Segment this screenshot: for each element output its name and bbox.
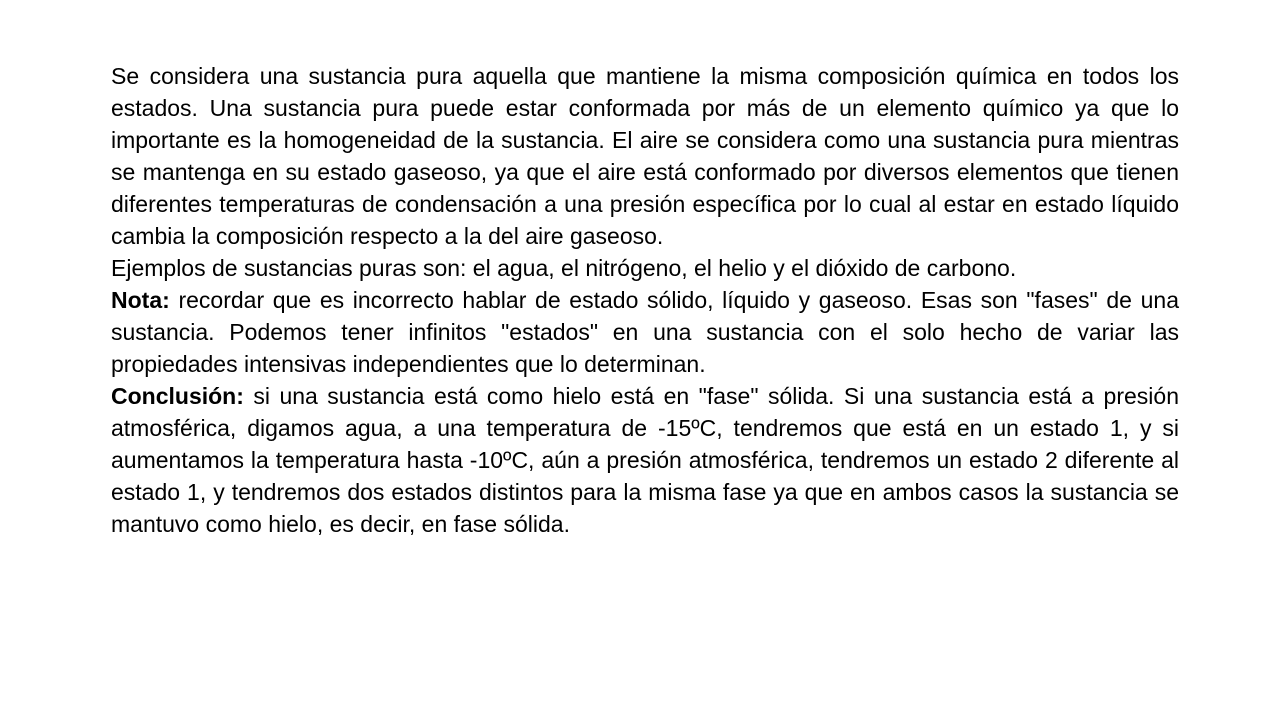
conclusion-paragraph (111, 380, 1179, 540)
note-paragraph (111, 284, 1179, 380)
slide-body (111, 60, 1179, 540)
note-label: Nota: (111, 287, 170, 313)
note-text: recordar que es incorrecto hablar de estado sólido, líquido y gaseoso. Esas son "fases" de una sustancia. Podemos tener infinitos "estados" en una sustancia con el solo hecho de variar las propiedades intensivas independientes que lo determinan. (111, 287, 1179, 377)
conclusion-label: Conclusión: (111, 383, 244, 409)
definition-paragraph: Se considera una sustancia pura aquella que mantiene la misma composición química en todos los estados. Una sustancia pura puede estar conformada por más de un elemento químico ya que lo importante es la homogeneidad de la sustancia. El aire se considera como una sustancia pura mientras se mantenga en su estado gaseoso, ya que el aire está conformado por diversos elementos que tienen diferentes temperaturas de condensación a una presión específica por lo cual al estar en estado líquido cambia la composición respecto a la del aire gaseoso. (111, 63, 1179, 249)
conclusion-text: si una sustancia está como hielo está en "fase" sólida. Si una sustancia está a presión atmosférica, digamos agua, a una temperatura de -15ºC, tendremos que está en un estado 1, y si aumentamos la temperatura hasta -10ºC, aún a presión atmosférica, tendremos un estado 2 diferente al estado 1, y tendremos dos estados distintos para la misma fase ya que en ambos casos la sustancia se mantuvo como hielo, es decir, en fase sólida. (111, 383, 1179, 537)
examples-paragraph: Ejemplos de sustancias puras son: el agua, el nitrógeno, el helio y el dióxido de carbono. (111, 255, 1017, 281)
